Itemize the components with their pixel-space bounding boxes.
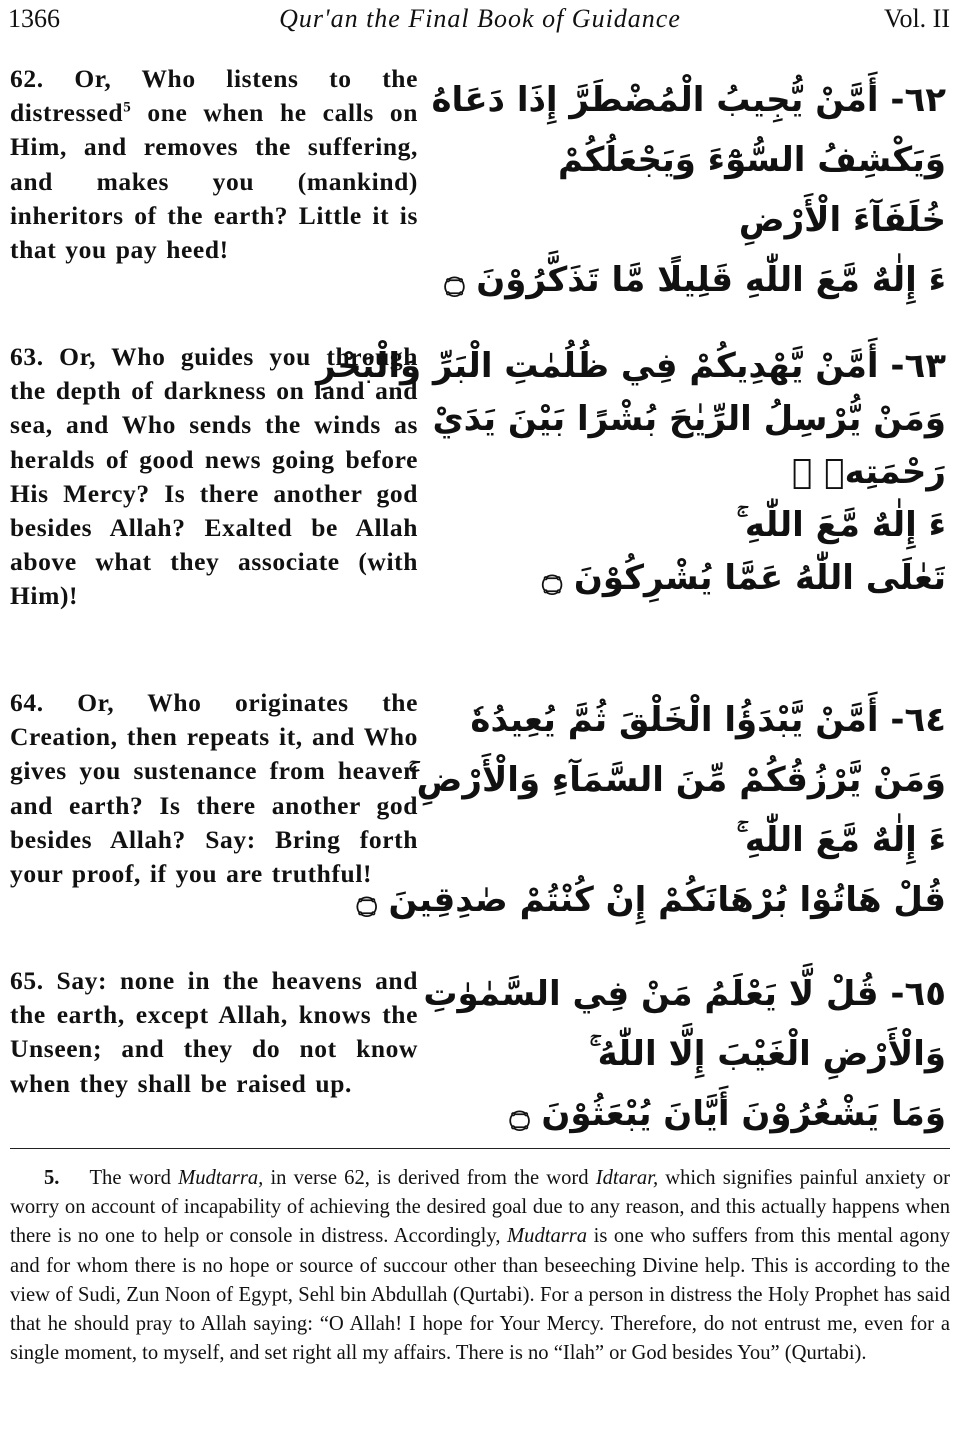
verse-62-arabic: [431, 70, 946, 310]
verse-text: Or, Who guides you through the depth of darkness on land and sea, and Who sends the winds as heralds of good news going before His Mercy? Is there another god besides Allah? Exalted be Allah above what they associate (with Him)!: [10, 342, 418, 611]
arabic-line: ءَ إِلٰهٌ مَّعَ اللّٰهِ ۚ: [736, 820, 946, 860]
verse-64-translation: [10, 686, 418, 891]
arabic-line: ءَ إِلٰهٌ مَّعَ اللّٰهِ ۚ: [736, 505, 946, 545]
arabic-line: وَيَكْشِفُ السُّوْٓءَ وَيَجْعَلُكُمْ: [557, 140, 946, 180]
verse-text: one when he calls on Him, and removes the suffering, and makes you (mankind) inheritors of the earth? Little it is that you pay heed!: [10, 98, 418, 265]
footnote-term: Idtarar,: [595, 1167, 659, 1189]
footnote: [10, 1164, 950, 1368]
verse-text: Say: none in the heavens and the earth, except Allah, knows the Unseen; and they do not know when they shall be raised up.: [10, 966, 418, 1098]
footnote-text: is one who suffers from this mental agony and for whom there is no hope or source of succour other than beseeching Divine help. This is according to the view of Sudi, Zun Noon of Egypt, Sehl bin Abdullah (Qurtabi). For a person in distress the Holy Prophet has said that he should pray to Allah saying: “O Allah! I hope for Your Mercy. Therefore, do not entrust me, even for a single moment, to myself, and set right all my affairs. There is no “Ilah” or God besides You” (Qurtabi).: [10, 1225, 951, 1365]
arabic-line: ٦٥- قُلْ لَّا يَعْلَمُ مَنْ فِي السَّمٰوٰتِ: [423, 974, 946, 1014]
arabic-line: خُلَفَآءَ الْأَرْضِ: [738, 200, 946, 240]
volume-label: Vol. II: [884, 4, 950, 33]
footnote-text: The word: [89, 1167, 179, 1189]
arabic-line: ٦٢- أَمَّنْ يُّجِيبُ الْمُضْطَرَّ إِذَا دَعَاهُ: [431, 80, 946, 120]
verse-65-translation: [10, 964, 418, 1101]
arabic-line: وَمَنْ يُّرْسِلُ الرِّيٰحَ بُشْرًا بَيْنَ يَدَيْ: [432, 399, 946, 439]
verse-62-translation: [10, 62, 418, 267]
arabic-line: ءَ إِلٰهٌ مَّعَ اللّٰهِ قَلِيلًا مَّا تَذَكَّرُوْنَ ۝: [444, 260, 946, 300]
arabic-line: وَمَا يَشْعُرُوْنَ أَيَّانَ يُبْعَثُوْنَ ۝: [509, 1094, 946, 1134]
verse-number: 64.: [10, 688, 44, 717]
arabic-line: رَحْمَتِهٖ ۚ: [791, 452, 946, 492]
verse-number: 65.: [10, 966, 44, 995]
verse-number: 63.: [10, 342, 44, 371]
arabic-line: وَالْأَرْضِ الْغَيْبَ إِلَّا اللّٰهُ ۚ: [589, 1034, 946, 1074]
arabic-line: قُلْ هَاتُوْا بُرْهَانَكُمْ إِنْ كُنْتُمْ صٰدِقِينَ ۝: [356, 880, 946, 920]
footnote-number: 5.: [44, 1167, 60, 1189]
footnote-term: Mudtarra: [507, 1225, 588, 1248]
footnote-marker: 5: [123, 99, 132, 116]
arabic-line: تَعٰلَى اللّٰهُ عَمَّا يُشْرِكُوْنَ ۝: [542, 558, 946, 598]
verse-number: 62.: [10, 64, 44, 93]
verse-63-arabic: [316, 340, 946, 605]
footnote-text: in verse 62, is derived from the word: [263, 1167, 596, 1189]
verse-text: Or, Who originates the Creation, then repeats it, and Who gives you sustenance from heaven and earth? Is there another god besides Allah? Say: Bring forth your proof, if you are truthful!: [10, 688, 418, 889]
arabic-line: ٦٣- أَمَّنْ يَّهْدِيكُمْ فِي ظُلُمٰتِ الْبَرِّ وَالْبَحْرِ: [316, 346, 946, 386]
page-header: [0, 0, 960, 40]
page-number: 1366: [8, 4, 60, 33]
verse-64-arabic: [356, 690, 946, 930]
arabic-line: ٦٤- أَمَّنْ يَّبْدَؤُا الْخَلْقَ ثُمَّ يُعِيدُهٗ: [470, 700, 946, 740]
footnote-divider: [10, 1148, 950, 1149]
footnote-text: which signifies painful anxiety or worry on account of incapability of achieving the desired goal due to any reason, and this actually happens when there is no one to help or console in distress. Accordingly,: [10, 1167, 950, 1248]
arabic-line: وَمَنْ يَّرْزُقُكُمْ مِّنَ السَّمَآءِ وَالْأَرْضِ ۚ: [408, 760, 946, 800]
footnote-term: Mudtarra,: [178, 1167, 264, 1189]
running-title: Qur'an the Final Book of Guidance: [279, 4, 681, 33]
verse-text: Or, Who listens to the distressed: [10, 64, 418, 128]
verse-65-arabic: [423, 964, 946, 1144]
